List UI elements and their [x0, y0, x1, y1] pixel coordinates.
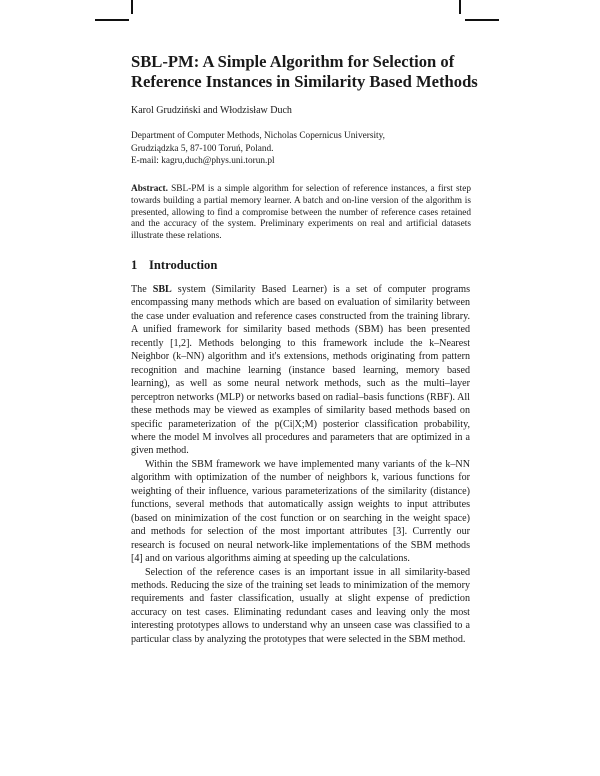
section-heading — [131, 258, 217, 273]
paragraph-1 — [131, 283, 470, 458]
section-number: 1 — [131, 258, 138, 272]
paragraph-1-lead: The — [131, 284, 153, 295]
abstract-label: Abstract. — [131, 184, 168, 194]
section-body — [131, 283, 470, 646]
affiliation-address: Grudziądzka 5, 87-100 Toruń, Poland. — [131, 143, 274, 154]
affiliation-email: E-mail: kagru,duch@phys.uni.torun.pl — [131, 156, 275, 166]
paragraph-2: Within the SBM framework we have implemented many variants of the k–NN algorithm with optimization of the number of neighbors k, various functions for weighting of their influence, various parameterizations of the similarity (distance) functions, several methods that automatically assign weights to input attributes (based on minimization of the cost function or on searching in the weight space) and methods for selection of the most important attributes [3]. Currently our research is focused on neural network-like implementations of the SBM methods [4] and on various algorithms aiming at speeding up the calculations. — [131, 458, 470, 565]
paper-title-line-1: SBL-PM: A Simple Algorithm for Selection of — [131, 52, 455, 71]
authors: Karol Grudziński and Włodzisław Duch — [131, 105, 292, 116]
crop-mark-top-left — [131, 0, 133, 14]
section-title: Introduction — [149, 258, 218, 272]
paragraph-1-text: system (Similarity Based Learner) is a set of computer programs encompassing many methods which are based on evaluation of similarity between the case under evaluation and reference cases constructed from the training library. A unified framework for similarity based methods (SBM) has been presented recently [1,2]. Methods belonging to this framework include the k–Nearest Neighbor (k–NN) algorithm and it's extensions, methods originating from pattern recognition and machine learning (instance based learning, memory based learning), as well as some neural network methods, such as the multi–layer perceptron networks (MLP) or networks based on radial–basis functions (RBF). All these methods may be viewed as examples of similarity based methods based on specific parameterization of the p(Ci|X;M) posterior classification probability, where the model M involves all procedures and parameters that are optimized in a given method. — [131, 284, 471, 457]
crop-mark-top-right — [459, 0, 461, 14]
affiliation — [131, 130, 385, 168]
paper-title — [131, 52, 531, 92]
affiliation-department: Department of Computer Methods, Nicholas Copernicus University, — [131, 131, 385, 141]
crop-mark-top-left-horizontal — [95, 19, 129, 21]
paragraph-3: Selection of the reference cases is an important issue in all similarity-based methods. Reducing the size of the training set leads to minimization of the memory requirements and faster classification, usually at slight expense of prediction accuracy on test cases. Eliminating redundant cases and leaving only the most interesting prototypes allows to understand why an unseen case was classified to a particular class by analyzing the prototypes that were selected in the SBM method. — [131, 566, 470, 645]
crop-mark-top-right-horizontal — [465, 19, 499, 21]
paragraph-1-bold-term: SBL — [152, 284, 172, 295]
abstract-text: SBL-PM is a simple algorithm for selection of reference instances, a first step towards building a partial memory learner. A batch and on-line version of the algorithm is presented, allowing to find a compromise between the number of reference cases retained and the accuracy of the system. Preliminary experiments on real and artificial datasets illustrate these relations. — [131, 184, 471, 242]
paper-title-line-2: Reference Instances in Similarity Based Methods — [131, 72, 478, 91]
abstract — [131, 184, 471, 243]
